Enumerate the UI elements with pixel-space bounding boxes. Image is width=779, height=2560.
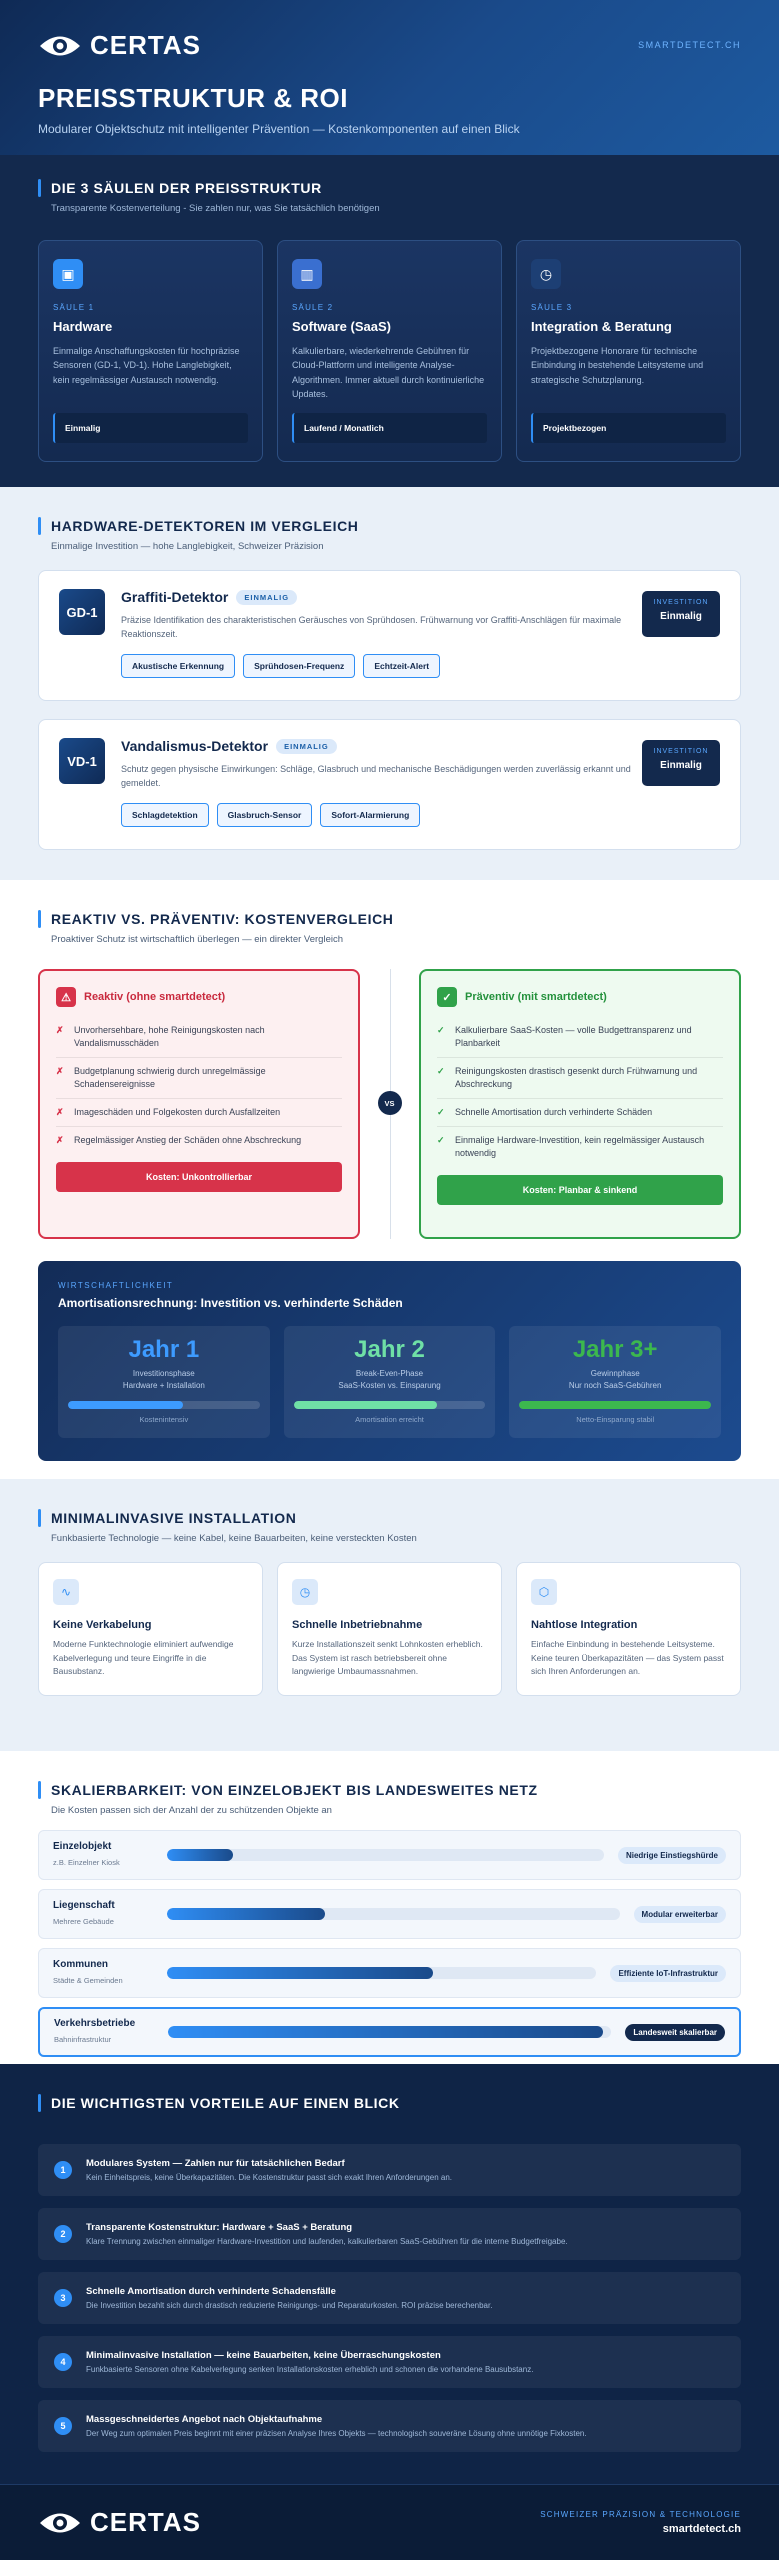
scale-fill: [167, 1908, 325, 1920]
progress-bar: [294, 1401, 486, 1409]
install-desc: Kurze Installationszeit senkt Lohnkosten erheblich. Das System ist rasch betriebsbereit ohne langwierige Umbaumassnahmen.: [292, 1639, 483, 1677]
page-subtitle: Modularer Objektschutz mit intelligenter Prävention — Kostenkomponenten auf einen Blick: [38, 122, 520, 136]
reactive-item: [56, 1058, 342, 1099]
reactive-item-text: Imageschäden und Folgekosten durch Ausfallzeiten: [74, 1107, 281, 1118]
reactive-cost-button[interactable]: Kosten: Unkontrollierbar: [56, 1162, 342, 1192]
benefit-number: 3: [54, 2289, 72, 2307]
install-desc: Moderne Funktechnologie eliminiert aufwendige Kabelverlegung und teure Eingriffe in die Bausubstanz.: [53, 1639, 234, 1677]
pillar-name: Software (SaaS): [292, 319, 391, 334]
check-icon: ✓: [437, 987, 457, 1007]
pillar-tag: Projektbezogen: [531, 413, 726, 443]
preventive-item: [437, 1099, 723, 1127]
detector-name: Graffiti-Detektor: [121, 589, 229, 605]
scale-tag: Effiziente IoT-Infrastruktur: [610, 1965, 726, 1982]
feature-tag[interactable]: Sofort-Alarmierung: [320, 803, 420, 827]
page-title: PREISSTRUKTUR & ROI: [38, 83, 348, 113]
scale-section: [0, 1751, 779, 2064]
scale-row: [38, 1948, 741, 1998]
reactive-item-text: Budgetplanung schwierig durch unregelmässige Schadensereignisse: [74, 1066, 266, 1090]
check-icon: ✓: [437, 1066, 445, 1077]
preventive-title: Präventiv (mit smartdetect): [465, 991, 607, 1003]
section-subtitle: Einmalige Investition — hohe Langlebigkeit, Schweizer Präzision: [51, 541, 324, 552]
benefit-item: [38, 2336, 741, 2388]
benefit-number: 4: [54, 2353, 72, 2371]
benefit-item: [38, 2208, 741, 2260]
compare-section: [0, 880, 779, 1479]
section-subtitle: Funkbasierte Technologie — keine Kabel, keine Bauarbeiten, keine versteckten Kosten: [51, 1533, 417, 1544]
preventive-cost-button[interactable]: Kosten: Planbar & sinkend: [437, 1175, 723, 1205]
year-phase: Break-Even-Phase: [355, 1369, 424, 1378]
year-name: Jahr 2: [354, 1336, 425, 1363]
scale-tag: Landesweit skalierbar: [625, 2024, 725, 2041]
benefit-item: [38, 2400, 741, 2452]
preventive-item: [437, 1127, 723, 1167]
benefit-text: [86, 2414, 587, 2438]
benefit-text: [86, 2350, 533, 2374]
scale-fill: [168, 2026, 603, 2038]
investment-label: INVESTITION: [653, 748, 709, 755]
scale-tag: Modular erweiterbar: [634, 1906, 726, 1923]
eye-icon: [38, 33, 82, 59]
detector-badge: VD-1: [59, 738, 105, 784]
section-title: REAKTIV VS. PRÄVENTIV: KOSTENVERGLEICH: [38, 910, 741, 928]
benefit-number: 5: [54, 2417, 72, 2435]
cross-icon: ✗: [56, 1066, 64, 1077]
scale-sub: Mehrere Gebäude: [53, 1916, 114, 1926]
year-phase: Gewinnphase: [590, 1369, 640, 1378]
pillars-section: [0, 155, 779, 487]
preventive-card: [419, 969, 741, 1239]
benefit-title: Modulares System — Zahlen nur für tatsächlichen Bedarf: [86, 2158, 345, 2169]
scale-label: [54, 2018, 154, 2047]
scale-sub: Städte & Gemeinden: [53, 1975, 123, 1985]
pillar-card: [38, 240, 263, 462]
section-subtitle: Proaktiver Schutz ist wirtschaftlich überlegen — ein direkter Vergleich: [51, 934, 343, 945]
pillar-card: [277, 240, 502, 462]
footer-logo[interactable]: [38, 2507, 201, 2538]
clock-icon: ◷: [292, 1579, 318, 1605]
year-detail: Hardware + Installation: [122, 1380, 205, 1390]
pricing-pill: EINMALIG: [236, 590, 297, 605]
pillar-label: SÄULE 2: [292, 303, 334, 312]
detector-body: [121, 738, 631, 831]
reactive-item: [56, 1017, 342, 1058]
progress-fill: [519, 1401, 711, 1409]
scale-track: [168, 2026, 611, 2038]
pillar-desc: Projektbezogene Honorare für technische Einbindung in bestehende Leitsysteme und strategische Schutzplanung.: [531, 346, 704, 385]
install-card: [516, 1562, 741, 1696]
scale-row: [38, 1830, 741, 1880]
progress-bar: [519, 1401, 711, 1409]
install-section: [0, 1479, 779, 1751]
preventive-item-text: Schnelle Amortisation durch verhinderte Schäden: [455, 1107, 653, 1118]
detector-card: [38, 719, 741, 850]
benefit-number: 1: [54, 2161, 72, 2179]
benefit-desc: Funkbasierte Sensoren ohne Kabelverlegung senken Installationskosten erheblich und schonen die vorhandene Bausubstanz.: [86, 2365, 534, 2374]
progress-fill: [68, 1401, 183, 1409]
scale-label: [53, 1900, 153, 1929]
brand-name: CERTAS: [90, 30, 201, 60]
benefit-text: [86, 2286, 492, 2310]
comparison: [38, 969, 741, 1239]
benefit-desc: Kein Einheitspreis, keine Überkapazitäten. Die Kostenstruktur passt sich exakt Ihren Anforderungen an.: [86, 2173, 452, 2182]
hero-header: [0, 0, 779, 155]
eye-icon: [38, 2510, 82, 2536]
bar-chart-icon: ▥: [292, 259, 322, 289]
pillar-tag: Laufend / Monatlich: [292, 413, 487, 443]
scale-label: [53, 1841, 153, 1870]
section-title: MINIMALINVASIVE INSTALLATION: [38, 1509, 741, 1527]
scale-sub: Bahninfrastruktur: [54, 2034, 112, 2044]
investment-box: [642, 740, 720, 786]
pillar-tag: Einmalig: [53, 413, 248, 443]
pillar-desc: Kalkulierbare, wiederkehrende Gebühren für Cloud-Plattform und intelligente Analyse-Algorithmen. Immer aktuell durch kontinuierliche Updates.: [292, 346, 485, 400]
feature-list: [121, 654, 631, 678]
reactive-item: [56, 1127, 342, 1154]
preventive-item-text: Einmalige Hardware-Investition, kein regelmässiger Austausch notwendig: [455, 1135, 705, 1159]
benefit-text: [86, 2222, 568, 2246]
benefit-title: Massgeschneidertes Angebot nach Objektaufnahme: [86, 2414, 323, 2425]
detector-card: [38, 570, 741, 701]
install-name: Keine Verkabelung: [53, 1619, 152, 1631]
amort-title: Amortisationsrechnung: Investition vs. verhinderte Schäden: [58, 1296, 403, 1310]
benefit-desc: Die Investition bezahlt sich durch drastisch reduzierte Reinigungs- und Reparaturkosten. ROI präzise berechenbar.: [86, 2301, 493, 2310]
reactive-item-text: Unvorhersehbare, hohe Reinigungskosten nach Vandalismusschäden: [74, 1025, 265, 1049]
feature-tag[interactable]: Glasbruch-Sensor: [217, 803, 313, 827]
preventive-item: [437, 1058, 723, 1099]
footer-site-link[interactable]: smartdetect.ch: [662, 2523, 741, 2535]
benefit-number: 2: [54, 2225, 72, 2243]
benefit-title: Schnelle Amortisation durch verhinderte Schadensfälle: [86, 2286, 336, 2297]
scale-track: [167, 1908, 620, 1920]
section-title: HARDWARE-DETEKTOREN IM VERGLEICH: [38, 517, 741, 535]
section-subtitle: Die Kosten passen sich der Anzahl der zu schützenden Objekte an: [51, 1805, 332, 1816]
detector-name: Vandalismus-Detektor: [121, 738, 269, 754]
benefit-desc: Klare Trennung zwischen einmaliger Hardware-Investition und laufenden, kalkulierbaren SaaS-Gebühren für die interne Budgetfreigabe.: [86, 2237, 568, 2246]
year-name: Jahr 3+: [572, 1336, 658, 1363]
preventive-item-text: Kalkulierbare SaaS-Kosten — volle Budgettransparenz und Planbarkeit: [455, 1025, 692, 1049]
year-detail: SaaS-Kosten vs. Einsparung: [338, 1380, 441, 1390]
progress-fill: [294, 1401, 438, 1409]
pricing-pill: EINMALIG: [276, 739, 337, 754]
install-desc: Einfache Einbindung in bestehende Leitsysteme. Keine teuren Überkapazitäten — das System passt sich Ihren Anforderungen an.: [531, 1639, 724, 1677]
benefit-item: [38, 2272, 741, 2324]
year-caption: Netto-Einsparung stabil: [576, 1415, 655, 1425]
feature-list: [121, 803, 631, 827]
cross-icon: ✗: [56, 1025, 64, 1035]
investment-value: Einmalig: [660, 611, 702, 622]
year-name: Jahr 1: [128, 1336, 200, 1363]
preventive-item: [437, 1017, 723, 1058]
year-caption: Amortisation erreicht: [355, 1415, 424, 1425]
check-icon: ✓: [437, 1107, 445, 1118]
detectors-section: [0, 487, 779, 880]
amort-label: WIRTSCHAFTLICHKEIT: [58, 1281, 174, 1290]
clock-icon: ◷: [531, 259, 561, 289]
vs-badge: VS: [378, 1091, 402, 1115]
investment-box: [642, 591, 720, 637]
scale-name: Kommunen: [53, 1958, 108, 1970]
benefits-section: [0, 2064, 779, 2484]
detector-badge: GD-1: [59, 589, 105, 635]
pillar-name: Hardware: [53, 319, 113, 334]
feature-tag[interactable]: Echtzeit-Alert: [363, 654, 440, 678]
benefit-title: Minimalinvasive Installation — keine Bauarbeiten, keine Überraschungskosten: [86, 2350, 441, 2361]
scale-row: [38, 1889, 741, 1939]
check-icon: ✓: [437, 1025, 445, 1035]
feature-tag[interactable]: Schlagdetektion: [121, 803, 209, 827]
progress-bar: [68, 1401, 260, 1409]
pulse-icon: ∿: [53, 1579, 79, 1605]
pillar-label: SÄULE 1: [53, 303, 95, 312]
briefcase-icon: ▣: [53, 259, 83, 289]
detector-title-row: [121, 589, 631, 605]
scale-fill: [167, 1849, 233, 1861]
benefit-desc: Der Weg zum optimalen Preis beginnt mit einer präzisen Analyse Ihres Objekts — technologisch souveräne Lösung ohne unnötige Fixkosten.: [86, 2429, 587, 2438]
install-name: Schnelle Inbetriebnahme: [292, 1619, 423, 1631]
year-card: [58, 1326, 270, 1438]
benefit-item: [38, 2144, 741, 2196]
scale-label: [53, 1959, 153, 1988]
check-icon: ✓: [437, 1135, 445, 1146]
detector-desc: Schutz gegen physische Einwirkungen: Schläge, Glasbruch und mechanische Beschädigungen werden zuverlässig erkannt und gemeldet.: [121, 764, 631, 789]
scale-name: Verkehrsbetriebe: [54, 2017, 136, 2029]
pillar-card: [516, 240, 741, 462]
pillar-name: Integration & Beratung: [531, 319, 672, 334]
feature-tag[interactable]: Sprühdosen-Frequenz: [243, 654, 355, 678]
year-card: [509, 1326, 721, 1438]
cross-icon: ✗: [56, 1135, 64, 1146]
cross-icon: ✗: [56, 1107, 64, 1118]
hexagon-icon: ⬡: [531, 1579, 557, 1605]
year-detail: Nur noch SaaS-Gebühren: [568, 1380, 662, 1390]
scale-fill: [167, 1967, 433, 1979]
footer-brand: CERTAS: [90, 2507, 201, 2537]
footer-tagline: SCHWEIZER PRÄZISION & TECHNOLOGIE: [540, 2510, 741, 2519]
scale-name: Liegenschaft: [53, 1899, 115, 1911]
install-card: [277, 1562, 502, 1696]
scale-track: [167, 1967, 596, 1979]
benefit-title: Transparente Kostenstruktur: Hardware + SaaS + Beratung: [86, 2222, 353, 2233]
detector-body: [121, 589, 631, 682]
detector-title-row: [121, 738, 631, 754]
site-link[interactable]: SMARTDETECT.CH: [638, 40, 741, 50]
section-title: DIE 3 SÄULEN DER PREISSTRUKTUR: [38, 179, 741, 197]
section-subtitle: Transparente Kostenverteilung - Sie zahlen nur, was Sie tatsächlich benötigen: [51, 203, 380, 214]
scale-sub: z.B. Einzelner Kiosk: [53, 1857, 120, 1867]
investment-value: Einmalig: [660, 760, 702, 771]
footer: [0, 2484, 779, 2560]
year-caption: Kostenintensiv: [139, 1415, 189, 1425]
section-title: SKALIERBARKEIT: VON EINZELOBJEKT BIS LANDESWEITES NETZ: [38, 1781, 741, 1799]
install-card: [38, 1562, 263, 1696]
year-phase: Investitionsphase: [132, 1369, 195, 1378]
year-card: [284, 1326, 496, 1438]
pillar-desc: Einmalige Anschaffungskosten für hochpräzise Sensoren (GD-1, VD-1). Hohe Langlebigkeit, kein regelmässiger Austausch notwendig.: [53, 346, 240, 385]
scale-row: [38, 2007, 741, 2057]
amortization-panel: [38, 1261, 741, 1461]
scale-track: [167, 1849, 604, 1861]
pillar-label: SÄULE 3: [531, 303, 573, 312]
scale-name: Einzelobjekt: [53, 1840, 112, 1852]
reactive-item: [56, 1099, 342, 1127]
warning-icon: ⚠: [56, 987, 76, 1007]
install-name: Nahtlose Integration: [531, 1619, 638, 1631]
feature-tag[interactable]: Akustische Erkennung: [121, 654, 235, 678]
detector-desc: Präzise Identifikation des charakteristischen Geräusches von Sprühdosen. Frühwarnung vor Graffiti-Anschlägen für maximale Reaktionszeit.: [121, 615, 622, 640]
brand-logo[interactable]: [38, 30, 741, 61]
reactive-title: Reaktiv (ohne smartdetect): [84, 991, 226, 1003]
reactive-card: [38, 969, 360, 1239]
benefit-text: [86, 2158, 452, 2182]
scale-tag: Niedrige Einstiegshürde: [618, 1847, 726, 1864]
section-title: DIE WICHTIGSTEN VORTEILE AUF EINEN BLICK: [38, 2094, 741, 2112]
investment-label: INVESTITION: [653, 599, 709, 606]
reactive-item-text: Regelmässiger Anstieg der Schäden ohne Abschreckung: [74, 1135, 302, 1146]
preventive-item-text: Reinigungskosten drastisch gesenkt durch Frühwarnung und Abschreckung: [455, 1066, 698, 1090]
